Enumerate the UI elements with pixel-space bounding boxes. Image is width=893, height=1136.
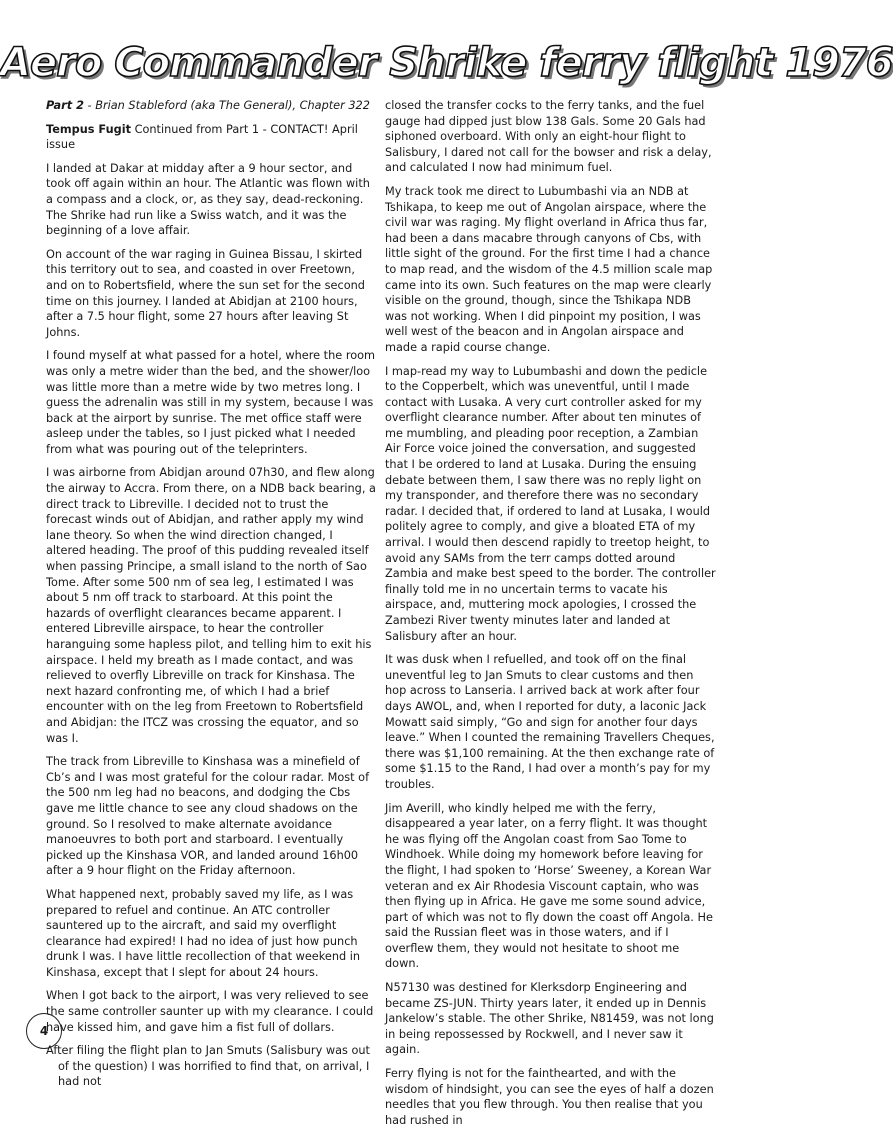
- paragraph: I map-read my way to Lubumbashi and down the pedicle to the Copperbelt, which was uneventful, until I made contact with Lusaka. A very curt controller asked for my overflight clearance number. After about ten minutes of me mumbling, and pleading poor reception, a Zambian Air Force voice joined the conversation, and suggested that I be ordered to land at Lusaka. During the ensuing debate between them, I saw there was no reply light on my transponder, and therefore there was no secondary radar. I decided that, if ordered to land at Lusaka, I would politely agree to comply, and give a bloated ETA of my arrival. I would then descend rapidly to treetop height, to avoid any SAMs from the terr camps dotted around Zambia and make best speed to the border. The controller finally told me in no uncertain terms to vacate his airspace, and, muttering mock apologies, I crossed the Zambezi River twenty minutes later and landed at Salisbury after an hour.: [385, 364, 716, 643]
- paragraph: closed the transfer cocks to the ferry tanks, and the fuel gauge had dipped just blow 138 Gals. Some 20 Gals had siphoned overboard. With only an eight-hour flight to Salisbury, I dared not call for the bowser and risk a delay, and calculated I now had minimum fuel.: [385, 99, 712, 175]
- byline-author: - Brian Stableford (aka The General), Chapter 322: [83, 99, 370, 112]
- paragraph: I was airborne from Abidjan around 07h30, and flew along the airway to Accra. From there, on a NDB back bearing, a direct track to Libreville. I decided not to trust the forecast winds out of Abidjan, and rather apply my wind lane theory. So when the wind direction changed, I altered heading. The proof of this pudding revealed itself when passing Principe, a small island to the north of Sao Tome. After some 500 nm of sea leg, I estimated I was about 5 nm off track to starboard. At this point the hazards of overflight clearances became apparent. I entered Libreville airspace, to hear the controller haranguing some hapless pilot, and telling him to exit his airspace. I held my breath as I made contact, and was relieved to overfly Libreville on track for Kinshasa. The next hazard confronting me, of which I had a brief encounter with on the leg from Freetown to Robertsfield and Abidjan: the ITCZ was crossing the equator, and so was I.: [46, 466, 376, 745]
- byline-part: Part 2: [46, 99, 84, 112]
- paragraph: On account of the war raging in Guinea Bissau, I skirted this territory out to sea, and coasted in over Freetown, and on to Robertsfield, where the sun set for the second time on this journey. I landed at Abidjan at 2100 hours, after a 7.5 hour flight, some 27 hours after leaving St Johns.: [46, 247, 365, 339]
- kicker-text: Continued from Part 1 - CONTACT! April issue: [46, 122, 358, 152]
- paragraph: I found myself at what passed for a hotel, where the room was only a metre wider than the bed, and the shower/loo was little more than a metre wide by two metres long. I guess the adrenalin was still in my system, because I was back at the airport by sunrise. The met office staff were asleep under the tables, so I just picked what I needed from what was pouring out of the teleprinters.: [46, 349, 376, 456]
- page-title: Aero Commander Shrike ferry flight 1976: [0, 40, 893, 86]
- page-number: 4: [26, 1013, 62, 1049]
- paragraph: I landed at Dakar at midday after a 9 hour sector, and took off again within an hour. The Atlantic was flown with a compass and a clock, or, as they say, dead-reckoning. The Shrike had run like a Swiss watch, and it was the beginning of a love affair.: [46, 161, 370, 238]
- paragraph: Ferry flying is not for the fainthearted, and with the wisdom of hindsight, you can see the eyes of half a dozen needles that you flew through. You then realise that you had rushed in: [385, 1067, 714, 1127]
- paragraph: My track took me direct to Lubumbashi via an NDB at Tshikapa, to keep me out of Angolan airspace, where the civil war was raging. My flight overland in Africa thus far, had been a dans macabre through canyons of Cbs, with little sight of the ground. For the first time I had a chance to map read, and the wisdom of the 4.5 million scale map came into its own. Such features on the map were clearly visible on the ground, though, since the Tshikapa NDB was not working. When I did pinpoint my position, I was well west of the beacon and in Angolan airspace and made a rapid course change.: [385, 184, 713, 354]
- paragraph: When I got back to the airport, I was very relieved to see the same controller saunter up with my clearance. I could have kissed him, and gave him a fist full of dollars.: [46, 989, 374, 1034]
- paragraph: Jim Averill, who kindly helped me with the ferry, disappeared a year later, on a ferry flight. It was thought he was flying off the Angolan coast from Sao Tome to Windhoek. While doing my homework before leaving for the flight, I had spoken to ‘Horse’ Sweeney, a Korean War veteran and ex Air Rhodesia Viscount captain, who was then flying up in Africa. He gave me some sound advice, part of which was not to fly down the coast off Angola. He said the Russian fleet was in those waters, and if I overflew them, they would not hesitate to shoot me down.: [385, 801, 713, 971]
- left-column: [46, 98, 376, 1098]
- paragraph: After filing the flight plan to Jan Smuts (Salisbury was out of the question) I was horrified to find that, on arrival, I had not: [46, 1044, 370, 1089]
- paragraph: What happened next, probably saved my life, as I was prepared to refuel and continue. An ATC controller sauntered up to the aircraft, and said my overflight clearance had expired! I had no idea of just how punch drunk I was. I have little recollection of that weekend in Kinshasa, except that I slept for about 24 hours.: [46, 887, 361, 979]
- paragraph: The track from Libreville to Kinshasa was a minefield of Cb’s and I was most grateful for the colour radar. Most of the 500 nm leg had no beacons, and dodging the Cbs gave me little chance to see any cloud shadows on the ground. So I resolved to make alternate avoidance manoeuvres to both port and starboard. I eventually picked up the Kinshasa VOR, and landed around 16h00 after a 9 hour flight on the Friday afternoon.: [46, 755, 370, 878]
- paragraph: N57130 was destined for Klerksdorp Engineering and became ZS-JUN. Thirty years later, it ended up in Dennis Jankelow’s stable. The other Shrike, N81459, was not long in being repossessed by Rockwell, and I never saw it again.: [385, 981, 714, 1057]
- kicker: [46, 122, 376, 153]
- paragraph: It was dusk when I refuelled, and took off on the final uneventful leg to Jan Smuts to clear customs and then hop across to Lanseria. I arrived back at work after four days AWOL, and, when I reported for duty, a laconic Jack Mowatt said simply, “Go and sign for another four days leave.” When I counted the remaining Travellers Cheques, there was $1,100 remaining. At the then exchange rate of some $1.15 to the Rand, I had over a month’s pay for my troubles.: [385, 653, 715, 791]
- right-column: [385, 98, 716, 1136]
- byline: [46, 98, 376, 114]
- kicker-heading: Tempus Fugit: [46, 122, 131, 136]
